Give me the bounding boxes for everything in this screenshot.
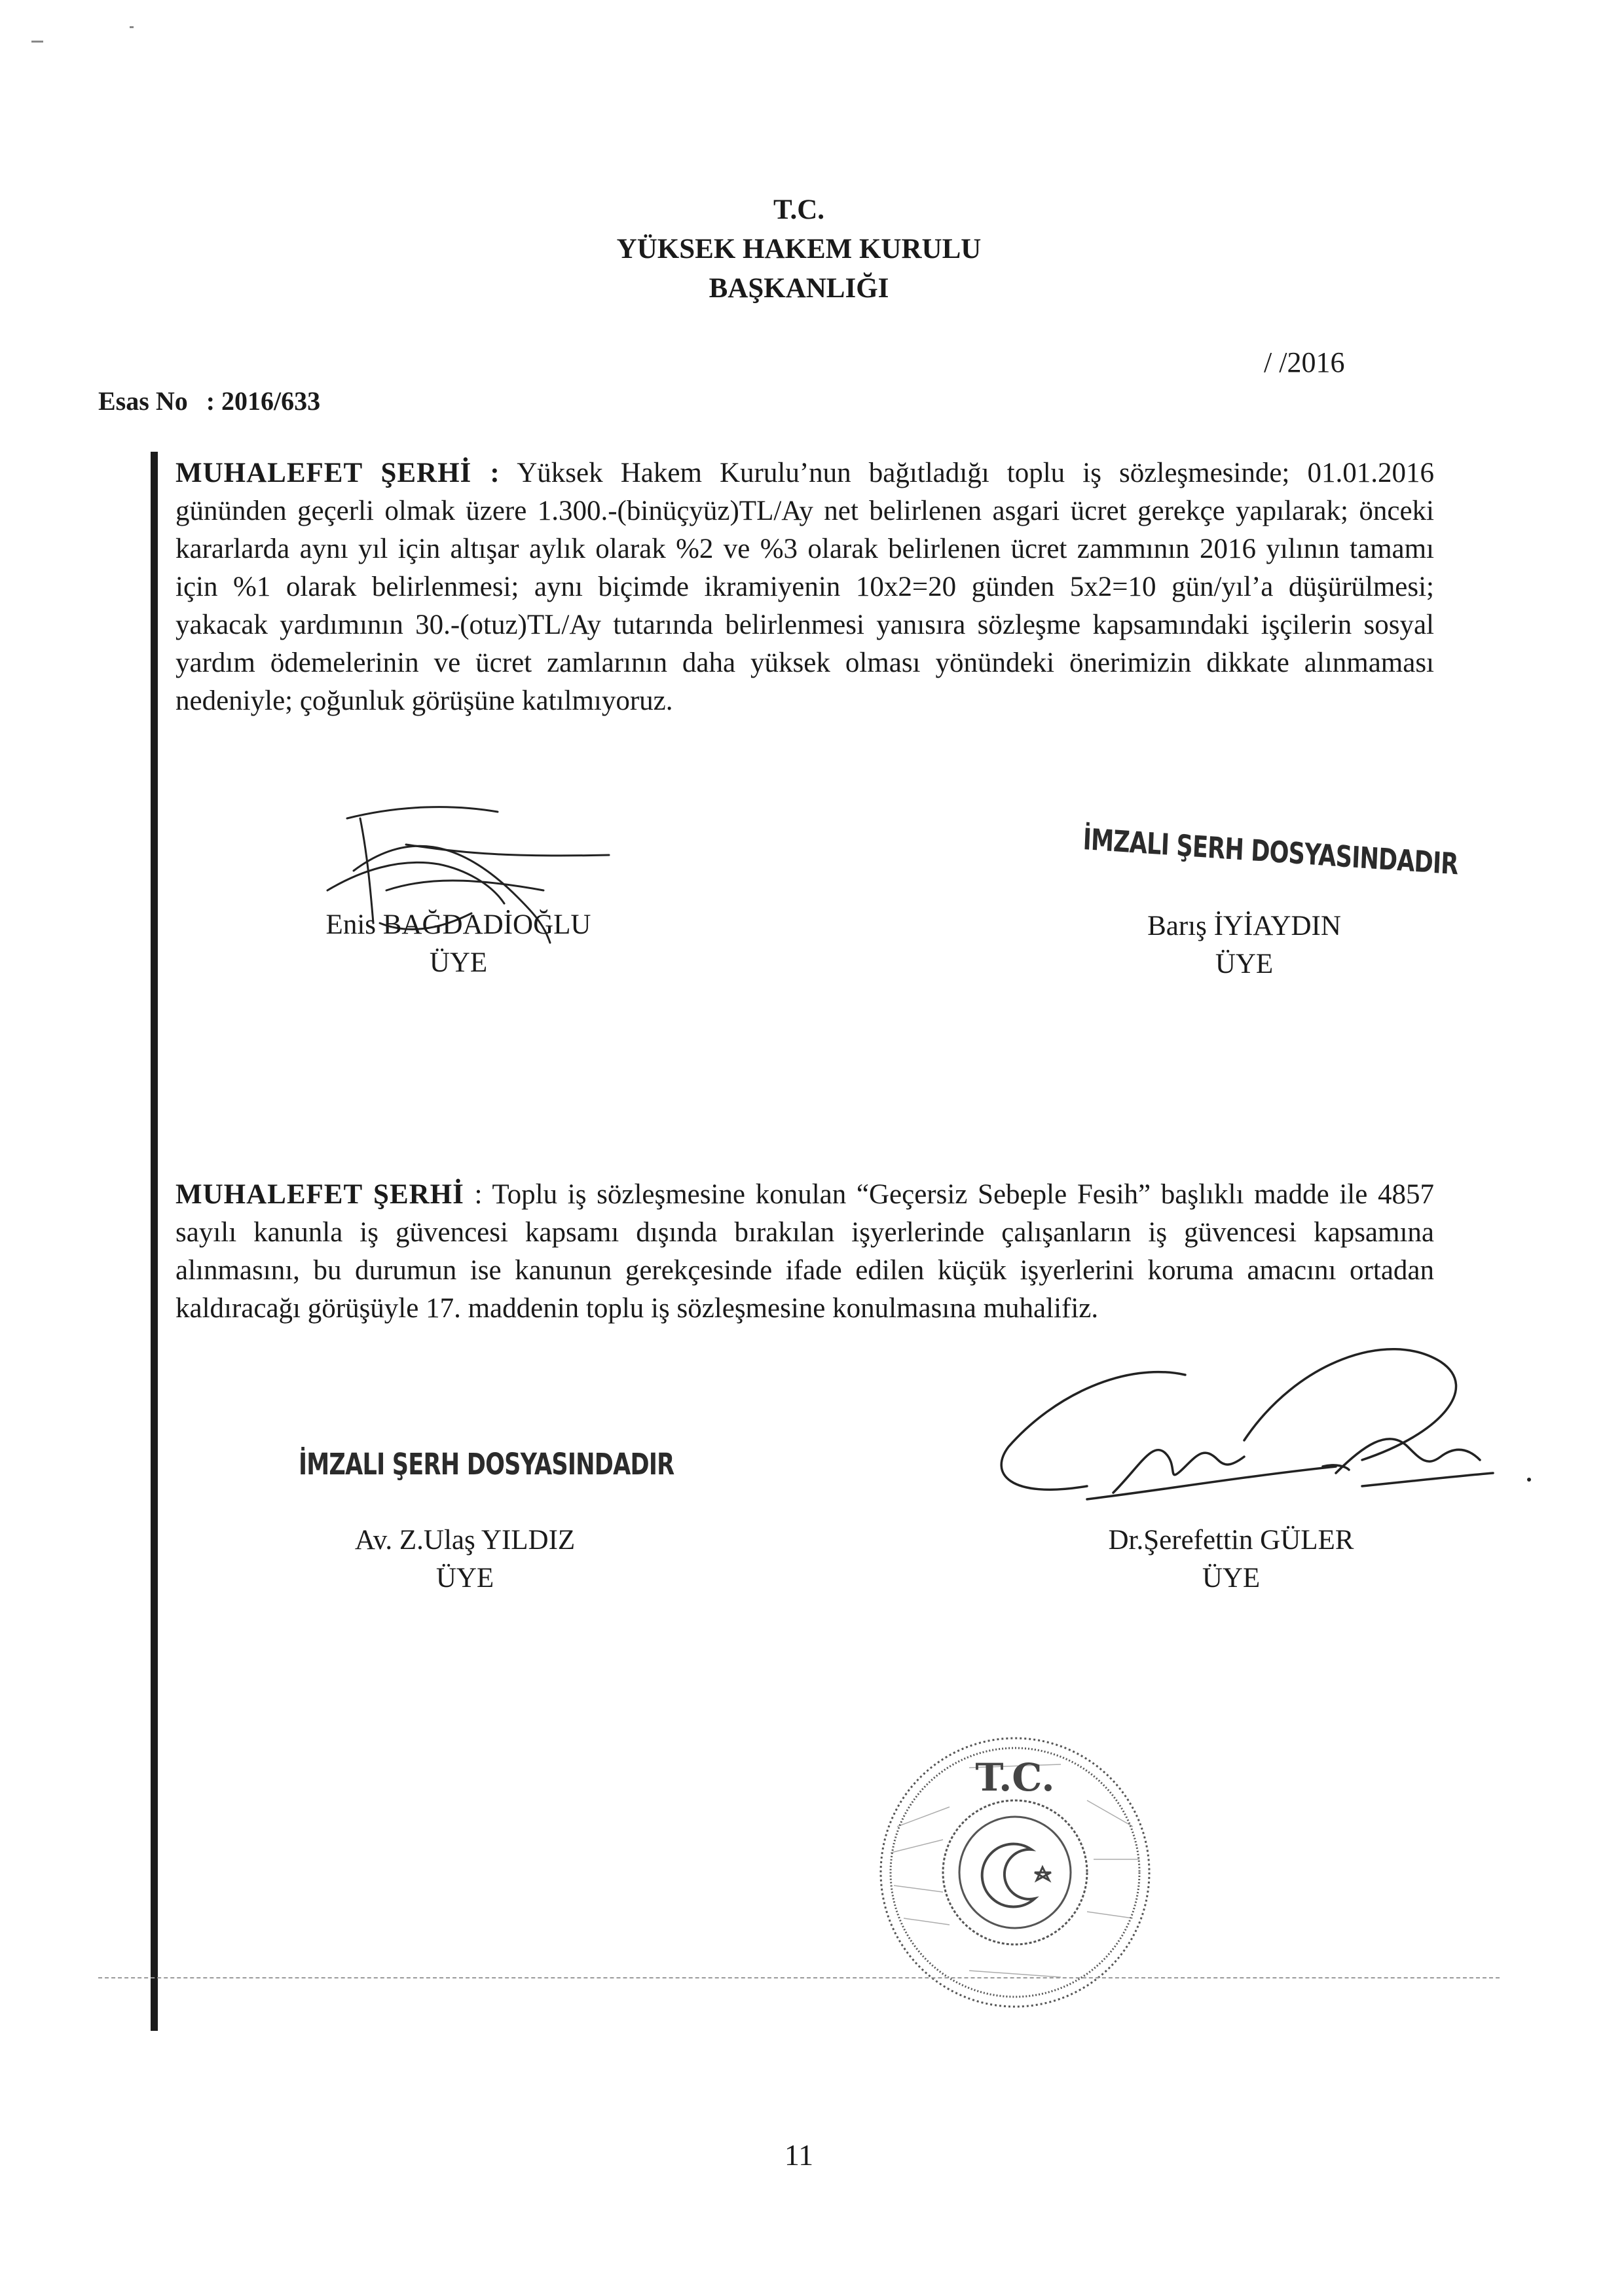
signed-dissent-stamp-2: İMZALI ŞERH DOSYASINDADIR	[299, 1447, 674, 1482]
margin-rule	[151, 452, 158, 2031]
dissent-title-1: MUHALEFET ŞERHİ :	[175, 458, 500, 488]
member-role-guler: ÜYE	[1202, 1563, 1261, 1594]
scan-artifact-line	[98, 1977, 1500, 1978]
header-line-institution: YÜKSEK HAKEM KURULU	[616, 234, 982, 264]
seal-text: T.C.	[975, 1755, 1055, 1800]
scan-speck	[130, 26, 134, 28]
dissent-body-2: : Toplu iş sözleşmesine konulan “Geçersiz Sebeple Fesih” başlıklı madde ile 4857 sayılı kanunla iş güvencesi kapsamı dışında bırakılan işyerlerinde çalışanların iş güvencesi kapsamına alınmasını, bu durumun ise kanunun gerekçesinde ifade edilen küçük işyerlerini koruma amacını ortadan kaldıracağı görüşüyle 17. maddenin toplu iş sözleşmesine konulmasına muhalifiz.	[175, 1179, 1435, 1324]
signed-dissent-stamp-1: İMZALI ŞERH DOSYASINDADIR	[1082, 822, 1459, 882]
case-number-value: : 2016/633	[206, 386, 321, 416]
member-name-guler: Dr.Şerefettin GÜLER	[1108, 1525, 1354, 1556]
dissent-body-1: Yüksek Hakem Kurulu’nun bağıtladığı toplu iş sözleşmesinde; 01.01.2016 gününden geçerli olmak üzere 1.300.-(binüçyüz)TL/Ay net belirlenen asgari ücret gerekçe yapılarak; önceki kararlarda aynı yıl için altışar aylık olarak %2 ve %3 olarak belirlenen ücret zammının 2016 yılının tamamı için %1 olarak belirlenmesi; aynı biçimde ikramiyenin 10x2=20 günden 5x2=10 gün/yıl’a düşürülmesi; yakacak yardımının 30.-(otuz)TL/Ay tutarında belirlenmesi yanısıra sözleşme kapsamındaki işçilerin sosyal yardım ödemelerinin ve ücret zamlarının daha yüksek olması yönündeki önerimizin dikkate alınmaması nedeniyle; çoğunluk görüşüne katılmıyoruz.	[175, 458, 1434, 716]
member-name-yildiz: Av. Z.Ulaş YILDIZ	[354, 1525, 576, 1556]
official-seal	[871, 1728, 1159, 2016]
scan-speck	[31, 41, 43, 43]
dissent-opinion-2	[175, 1176, 1434, 1328]
header-line-tc: T.C.	[773, 194, 825, 225]
member-name-bagdadioglu: Enis BAĞDADİOĞLU	[325, 909, 591, 940]
page-number: 11	[784, 2138, 814, 2172]
member-role-iyiaydin: ÜYE	[1215, 949, 1274, 979]
decision-date: / /2016	[1264, 346, 1345, 378]
header-line-presidency: BAŞKANLIĞI	[709, 273, 889, 304]
signature-guler	[969, 1336, 1545, 1532]
case-number-label: Esas No	[98, 386, 188, 416]
member-role-bagdadioglu: ÜYE	[429, 947, 488, 978]
member-role-yildiz: ÜYE	[435, 1563, 494, 1594]
dissent-opinion-1	[175, 454, 1434, 720]
dissent-title-2: MUHALEFET ŞERHİ	[175, 1179, 464, 1210]
case-number	[98, 383, 320, 420]
member-name-iyiaydin: Barış İYİAYDIN	[1147, 911, 1341, 941]
